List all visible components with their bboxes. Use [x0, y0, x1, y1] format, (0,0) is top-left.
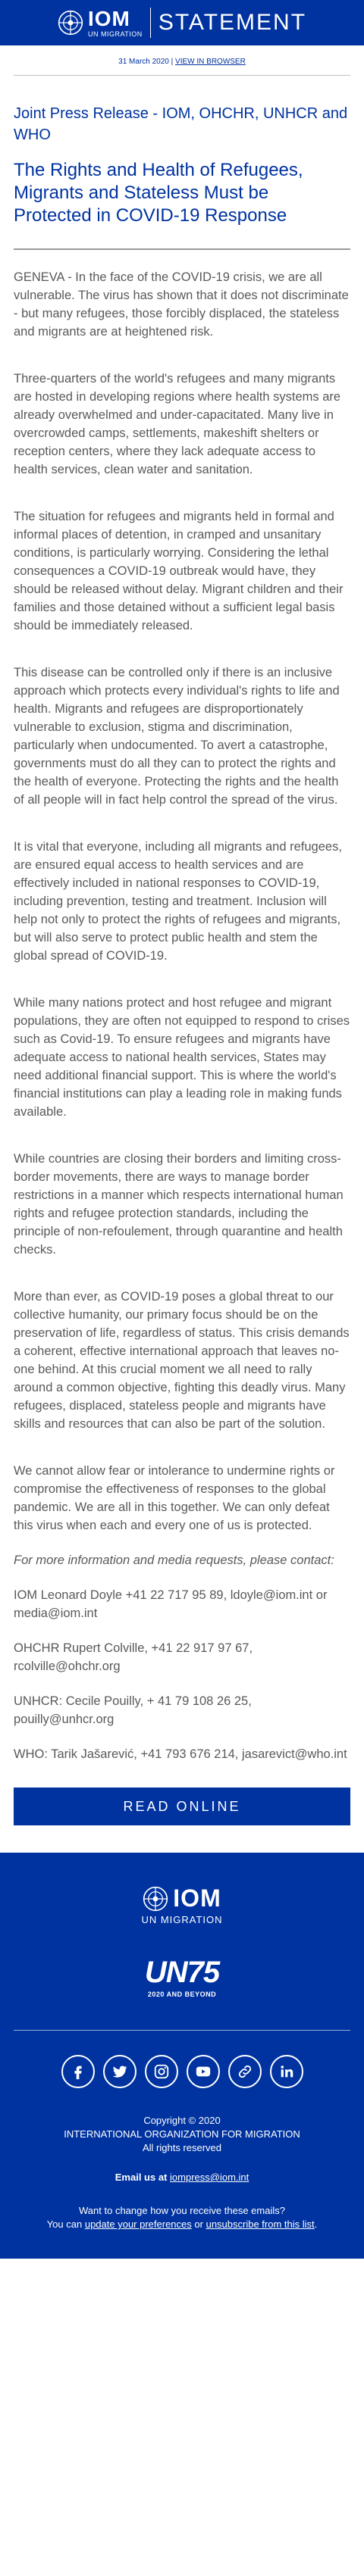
facebook-icon[interactable] — [61, 2055, 95, 2088]
twitter-icon[interactable] — [103, 2055, 136, 2088]
un-globe-icon — [58, 10, 83, 36]
change-question: Want to change how you receive these emails? — [79, 2205, 285, 2216]
link-icon[interactable] — [228, 2055, 262, 2088]
footer — [0, 1853, 364, 2259]
change-pre-text: You can — [46, 2218, 83, 2230]
un75-logo[interactable] — [14, 1957, 350, 1998]
footer-logo-iom-text: IOM — [173, 1884, 221, 1912]
youtube-icon[interactable] — [187, 2055, 220, 2088]
email-line — [14, 2172, 350, 2183]
unsubscribe-link[interactable]: unsubscribe from this list — [206, 2218, 315, 2230]
dateline — [0, 45, 364, 75]
email-label: Email us at — [115, 2172, 168, 2183]
statement-label: STATEMENT — [158, 10, 307, 35]
contact-who[interactable]: WHO: Tarik Jašarević, +41 793 676 214, jasarevict@who.int — [14, 1747, 347, 1761]
update-preferences-link[interactable]: update your preferences — [84, 2218, 192, 2230]
paragraph: This disease can be controlled only if there is an inclusive approach which protects every individual's rights to life and health. Migrants and refugees are disproportionately vulnerable to exclusion, stigma and discrimination, particularly when undocumented. To avert a catastrophe, governments must do all they can to protect the rights and the health of everyone. Protecting the rights and the health of all people will in fact help control the spread of the virus. — [14, 666, 340, 807]
contact-ohchr[interactable]: OHCHR Rupert Colville, +41 22 917 97 67, rcolville@ohchr.org — [14, 1641, 253, 1673]
footer-logo-sub-text: UN MIGRATION — [141, 1914, 223, 1925]
article-body — [0, 103, 364, 1763]
logo-separator — [150, 8, 151, 38]
instagram-icon[interactable] — [145, 2055, 178, 2088]
un75-mark: UN75 — [144, 1956, 220, 1989]
rights-reserved: All rights reserved — [142, 2142, 222, 2153]
press-email-link[interactable]: iompress@iom.int — [170, 2172, 249, 2183]
preferences-block — [14, 2204, 350, 2231]
title-rule — [14, 248, 350, 250]
view-in-browser-link[interactable]: VIEW IN BROWSER — [175, 58, 246, 66]
cta-section — [0, 1763, 364, 1853]
organization-name: INTERNATIONAL ORGANIZATION FOR MIGRATION — [64, 2128, 300, 2140]
more-info-heading: For more information and media requests, please contact: — [14, 1553, 334, 1567]
contact-unhcr[interactable]: UNHCR: Cecile Pouilly, + 41 79 108 26 25, pouilly@unhcr.org — [14, 1694, 252, 1726]
iom-logo[interactable] — [58, 8, 306, 38]
header-banner — [0, 0, 364, 45]
paragraph: The situation for refugees and migrants held in formal and informal places of detention, in cramped and unsanitary conditions, is particularly worrying. Considering the lethal consequences a COVID-19 outbreak would have, they should be released without delay. Migrant children and their families and those detained without a sufficient legal basis should be immediately released. — [14, 510, 344, 632]
release-date: 31 March 2020 — [118, 58, 169, 66]
social-links — [14, 2055, 350, 2088]
change-end-text: . — [314, 2218, 318, 2230]
dateline-separator: | — [168, 58, 176, 66]
article-kicker: Joint Press Release - IOM, OHCHR, UNHCR and WHO — [14, 105, 348, 143]
paragraph: While many nations protect and host refugee and migrant populations, they are often not equipped to respond to crises such as Covid-19. To ensure refugees and migrants have adequate access to national health services, States may need additional financial support. This is where the world's financial institutions can play a leading role in making funds available. — [14, 996, 350, 1119]
logo-sub-text: UN MIGRATION — [87, 30, 143, 38]
contact-iom[interactable]: IOM Leonard Doyle +41 22 717 95 89, ldoyle@iom.int or media@iom.int — [14, 1588, 328, 1620]
copyright-line: Copyright © 2020 — [143, 2115, 221, 2126]
top-divider — [14, 75, 350, 76]
paragraph: Three-quarters of the world's refugees and many migrants are hosted in developing regions where health systems are already overwhelmed and under-capacitated. Many live in overcrowded camps, settlements, makeshift shelters or reception centers, where they lack adequate access to health services, clean water and sanitation. — [14, 372, 341, 476]
article-title: The Rights and Health of Refugees, Migrants and Stateless Must be Protected in COVID-19 Response — [14, 160, 303, 226]
paragraph: It is vital that everyone, including all migrants and refugees, are ensured equal access to health services and are effectively included in national responses to COVID-19, including prevention, testing and treatment. Inclusion will help not only to protect the rights of refugees and migrants, but will also serve to protect public health and stem the global spread of COVID-19. — [14, 840, 342, 963]
change-mid-text: or — [194, 2218, 203, 2230]
paragraph: We cannot allow fear or intolerance to undermine rights or compromise the effectiveness of responses to the global pandemic. We are all in this together. We can only defeat this virus when each and every one of us is protected. — [14, 1464, 335, 1532]
paragraph: While countries are closing their borders and limiting cross-border movements, there are ways to manage border restrictions in a manner which respects international human rights and refugee protection standards, including the principle of non-refoulement, through quarantine and health checks. — [14, 1152, 344, 1257]
un75-sub: 2020 AND BEYOND — [147, 1991, 217, 1998]
footer-iom-logo[interactable] — [14, 1884, 350, 1925]
paragraph: More than ever, as COVID-19 poses a global threat to our collective humanity, our primary focus should be on the preservation of life, regardless of status. This crisis demands a coherent, effective international approach that leaves no-one behind. At this crucial moment we all need to rally around a common objective, fighting this deadly virus. Many refugees, displaced, stateless people and migrants have skills and resources that can also be part of the solution. — [14, 1290, 350, 1431]
linkedin-icon[interactable] — [270, 2055, 303, 2088]
copyright-block — [14, 2114, 350, 2155]
read-online-button[interactable]: READ ONLINE — [14, 1788, 350, 1825]
paragraph: GENEVA - In the face of the COVID-19 crisis, we are all vulnerable. The virus has shown that it does not discriminate - but many refugees, those forcibly displaced, the stateless and migrants are at heightened risk. — [14, 270, 349, 339]
footer-divider — [14, 2030, 350, 2031]
un-globe-icon — [143, 1886, 168, 1912]
logo-iom-text: IOM — [87, 6, 130, 30]
